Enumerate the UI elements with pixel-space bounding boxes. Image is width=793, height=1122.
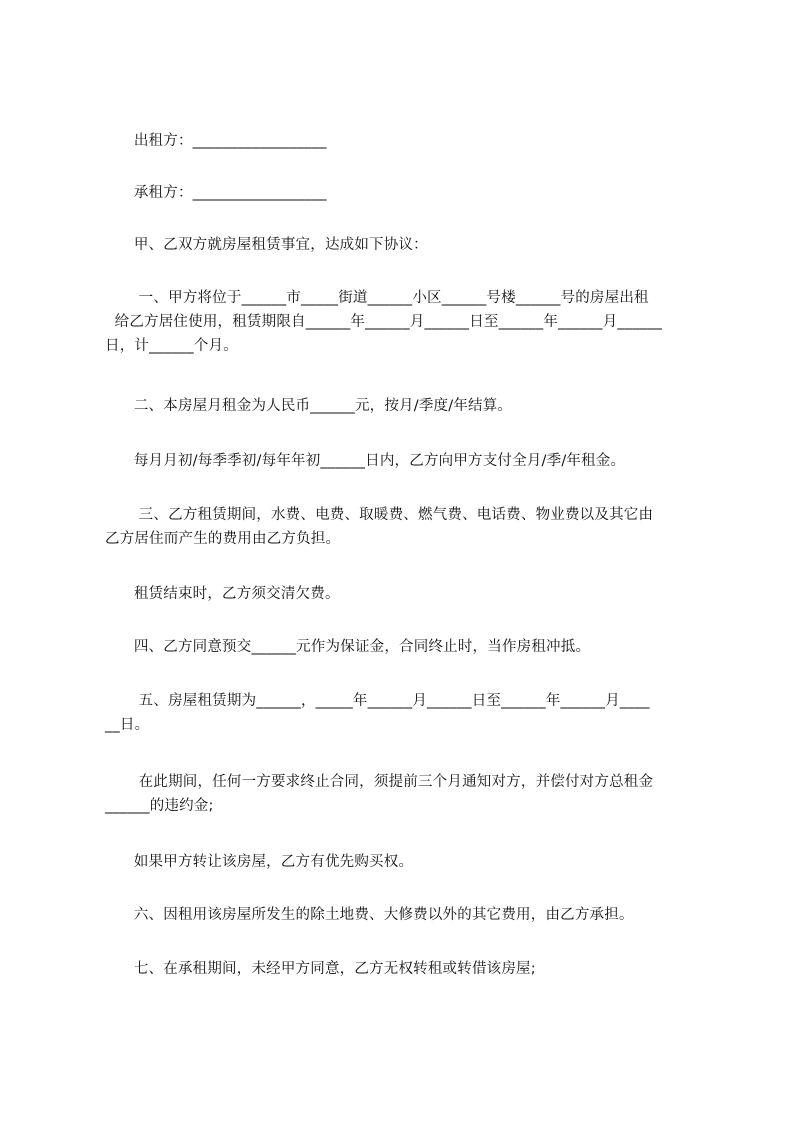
agreement-intro: 甲、乙双方就房屋租赁事宜，达成如下协议： [105,237,428,253]
clause-3: 三、乙方租赁期间，水费、电费、取暖费、燃气费、电话费、物业费以及其它由 乙方居住而产生的费用由乙方负担。 [105,507,654,547]
clause-5-termination: 在此期间，任何一方要求终止合同，须提前三个月通知对方，并偿付对方总租金 ______的违约金; [105,774,654,814]
clause-4: 四、乙方同意预交______元作为保证金，合同终止时，当作房租冲抵。 [105,639,591,655]
clause-5: 五、房屋租赁期为______，_____年______月______日至______年______月____ __日。 [105,693,650,733]
clause-7: 七、在承租期间，未经甲方同意，乙方无权转租或转借该房屋; [105,961,536,977]
clause-6: 六、因租用该房屋所发生的除土地费、大修费以外的其它费用，由乙方承担。 [105,907,634,923]
clause-3-settlement: 租赁结束时，乙方须交清欠费。 [105,586,340,602]
clause-2: 二、本房屋月租金为人民币______元，按月/季度/年结算。 [105,398,513,414]
clause-5-preemption: 如果甲方转让该房屋，乙方有优先购买权。 [105,854,414,870]
lessor-line: 出租方：__________________ [105,133,327,149]
lessee-line: 承租方：__________________ [105,185,327,201]
clause-1: 一、甲方将位于______市_____街道______小区______号楼______号的房屋出租 给乙方居住使用，租赁期限自______年______月______日至______年______月______ 日，计______个月。 [105,290,663,354]
clause-2-payment: 每月月初/每季季初/每年年初______日内，乙方向甲方支付全月/季/年租金。 [105,453,626,469]
